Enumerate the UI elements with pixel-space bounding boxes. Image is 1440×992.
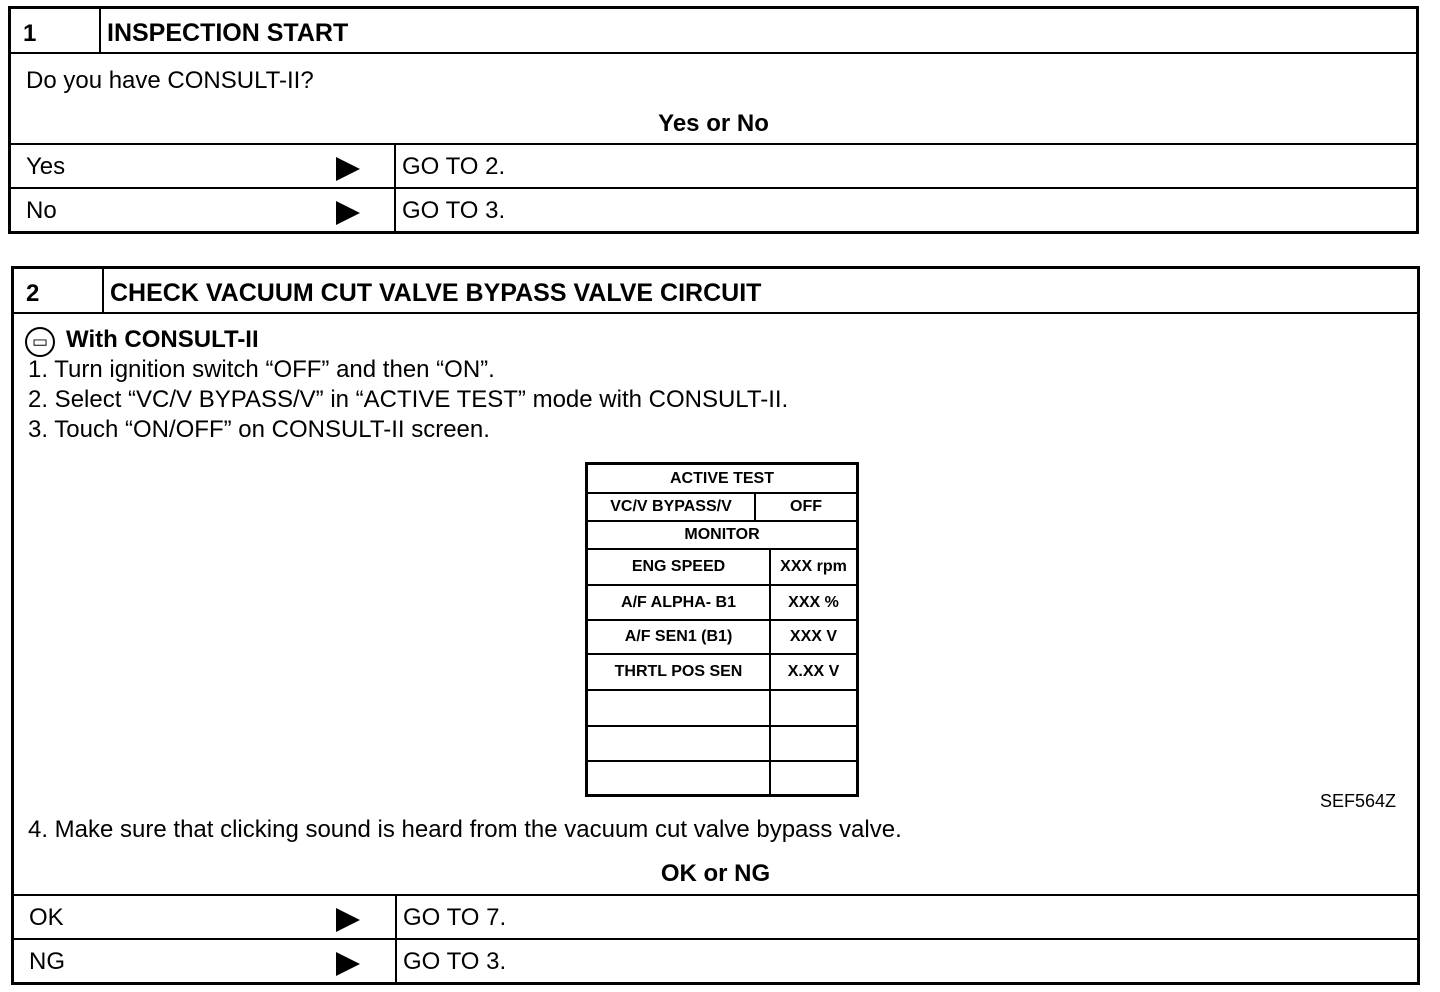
active-test-screen xyxy=(585,462,859,797)
result-row-ok xyxy=(14,894,1417,938)
empty-row xyxy=(588,727,856,762)
screen-header-row xyxy=(588,465,856,494)
result-row-yes xyxy=(11,143,1416,187)
arrow-right-icon xyxy=(336,201,360,225)
arrow-right-icon xyxy=(336,157,360,181)
result-label: OK xyxy=(29,904,64,931)
figure-code: SEF564Z xyxy=(1320,791,1397,811)
monitor-data-row xyxy=(588,621,856,655)
result-label: NG xyxy=(29,948,65,975)
step-item-3: 3. Touch “ON/OFF” on CONSULT-II screen. xyxy=(28,416,490,443)
monitor-value: XXX rpm xyxy=(780,558,847,575)
result-row-ng xyxy=(14,938,1417,982)
question-text: Do you have CONSULT-II? xyxy=(26,67,314,94)
with-consult-label: With CONSULT-II xyxy=(66,326,259,353)
step-title: INSPECTION START xyxy=(107,19,349,47)
step-title: CHECK VACUUM CUT VALVE BYPASS VALVE CIRCUIT xyxy=(110,279,762,307)
monitor-item: A/F ALPHA- B1 xyxy=(621,593,736,611)
result-action: GO TO 3. xyxy=(402,197,506,224)
empty-row xyxy=(588,691,856,727)
step-item-2: 2. Select “VC/V BYPASS/V” in “ACTIVE TEST” mode with CONSULT-II. xyxy=(28,386,789,413)
monitor-label: MONITOR xyxy=(684,526,760,543)
monitor-item: THRTL POS SEN xyxy=(614,663,743,680)
test-item-value: OFF xyxy=(790,498,822,515)
monitor-value: XXX V xyxy=(789,628,838,645)
step-item-4: 4. Make sure that clicking sound is heard from the vacuum cut valve bypass valve. xyxy=(28,816,902,843)
monitor-item: A/F SEN1 (B1) xyxy=(624,628,733,645)
empty-row xyxy=(588,762,856,794)
monitor-value: XXX % xyxy=(788,593,839,611)
monitor-data-row xyxy=(588,586,856,621)
step-item-1: 1. Turn ignition switch “OFF” and then “ON”. xyxy=(28,356,495,383)
step-number: 1 xyxy=(11,9,101,52)
inspection-start-block xyxy=(8,6,1419,234)
arrow-right-icon xyxy=(336,908,360,932)
monitor-data-row xyxy=(588,655,856,691)
monitor-row xyxy=(588,522,856,550)
ok-ng-prompt: OK or NG xyxy=(660,860,771,887)
monitor-value: X.XX V xyxy=(787,663,840,680)
yes-no-prompt: Yes or No xyxy=(658,110,769,137)
test-item-row xyxy=(588,494,856,522)
block-header xyxy=(14,269,1417,314)
result-action: GO TO 2. xyxy=(402,153,506,180)
result-label: No xyxy=(26,197,57,224)
monitor-data-row xyxy=(588,550,856,586)
step-number: 2 xyxy=(14,269,104,312)
monitor-item: ENG SPEED xyxy=(631,558,726,575)
consult-icon: ▭ xyxy=(25,327,55,357)
vacuum-cut-valve-check-block xyxy=(11,266,1420,985)
result-label: Yes xyxy=(26,153,66,180)
test-item-name: VC/V BYPASS/V xyxy=(610,498,732,515)
screen-header: ACTIVE TEST xyxy=(669,469,774,487)
block-header xyxy=(11,9,1416,54)
result-action: GO TO 3. xyxy=(403,948,507,975)
arrow-right-icon xyxy=(336,952,360,976)
result-action: GO TO 7. xyxy=(403,904,507,931)
result-row-no xyxy=(11,187,1416,231)
